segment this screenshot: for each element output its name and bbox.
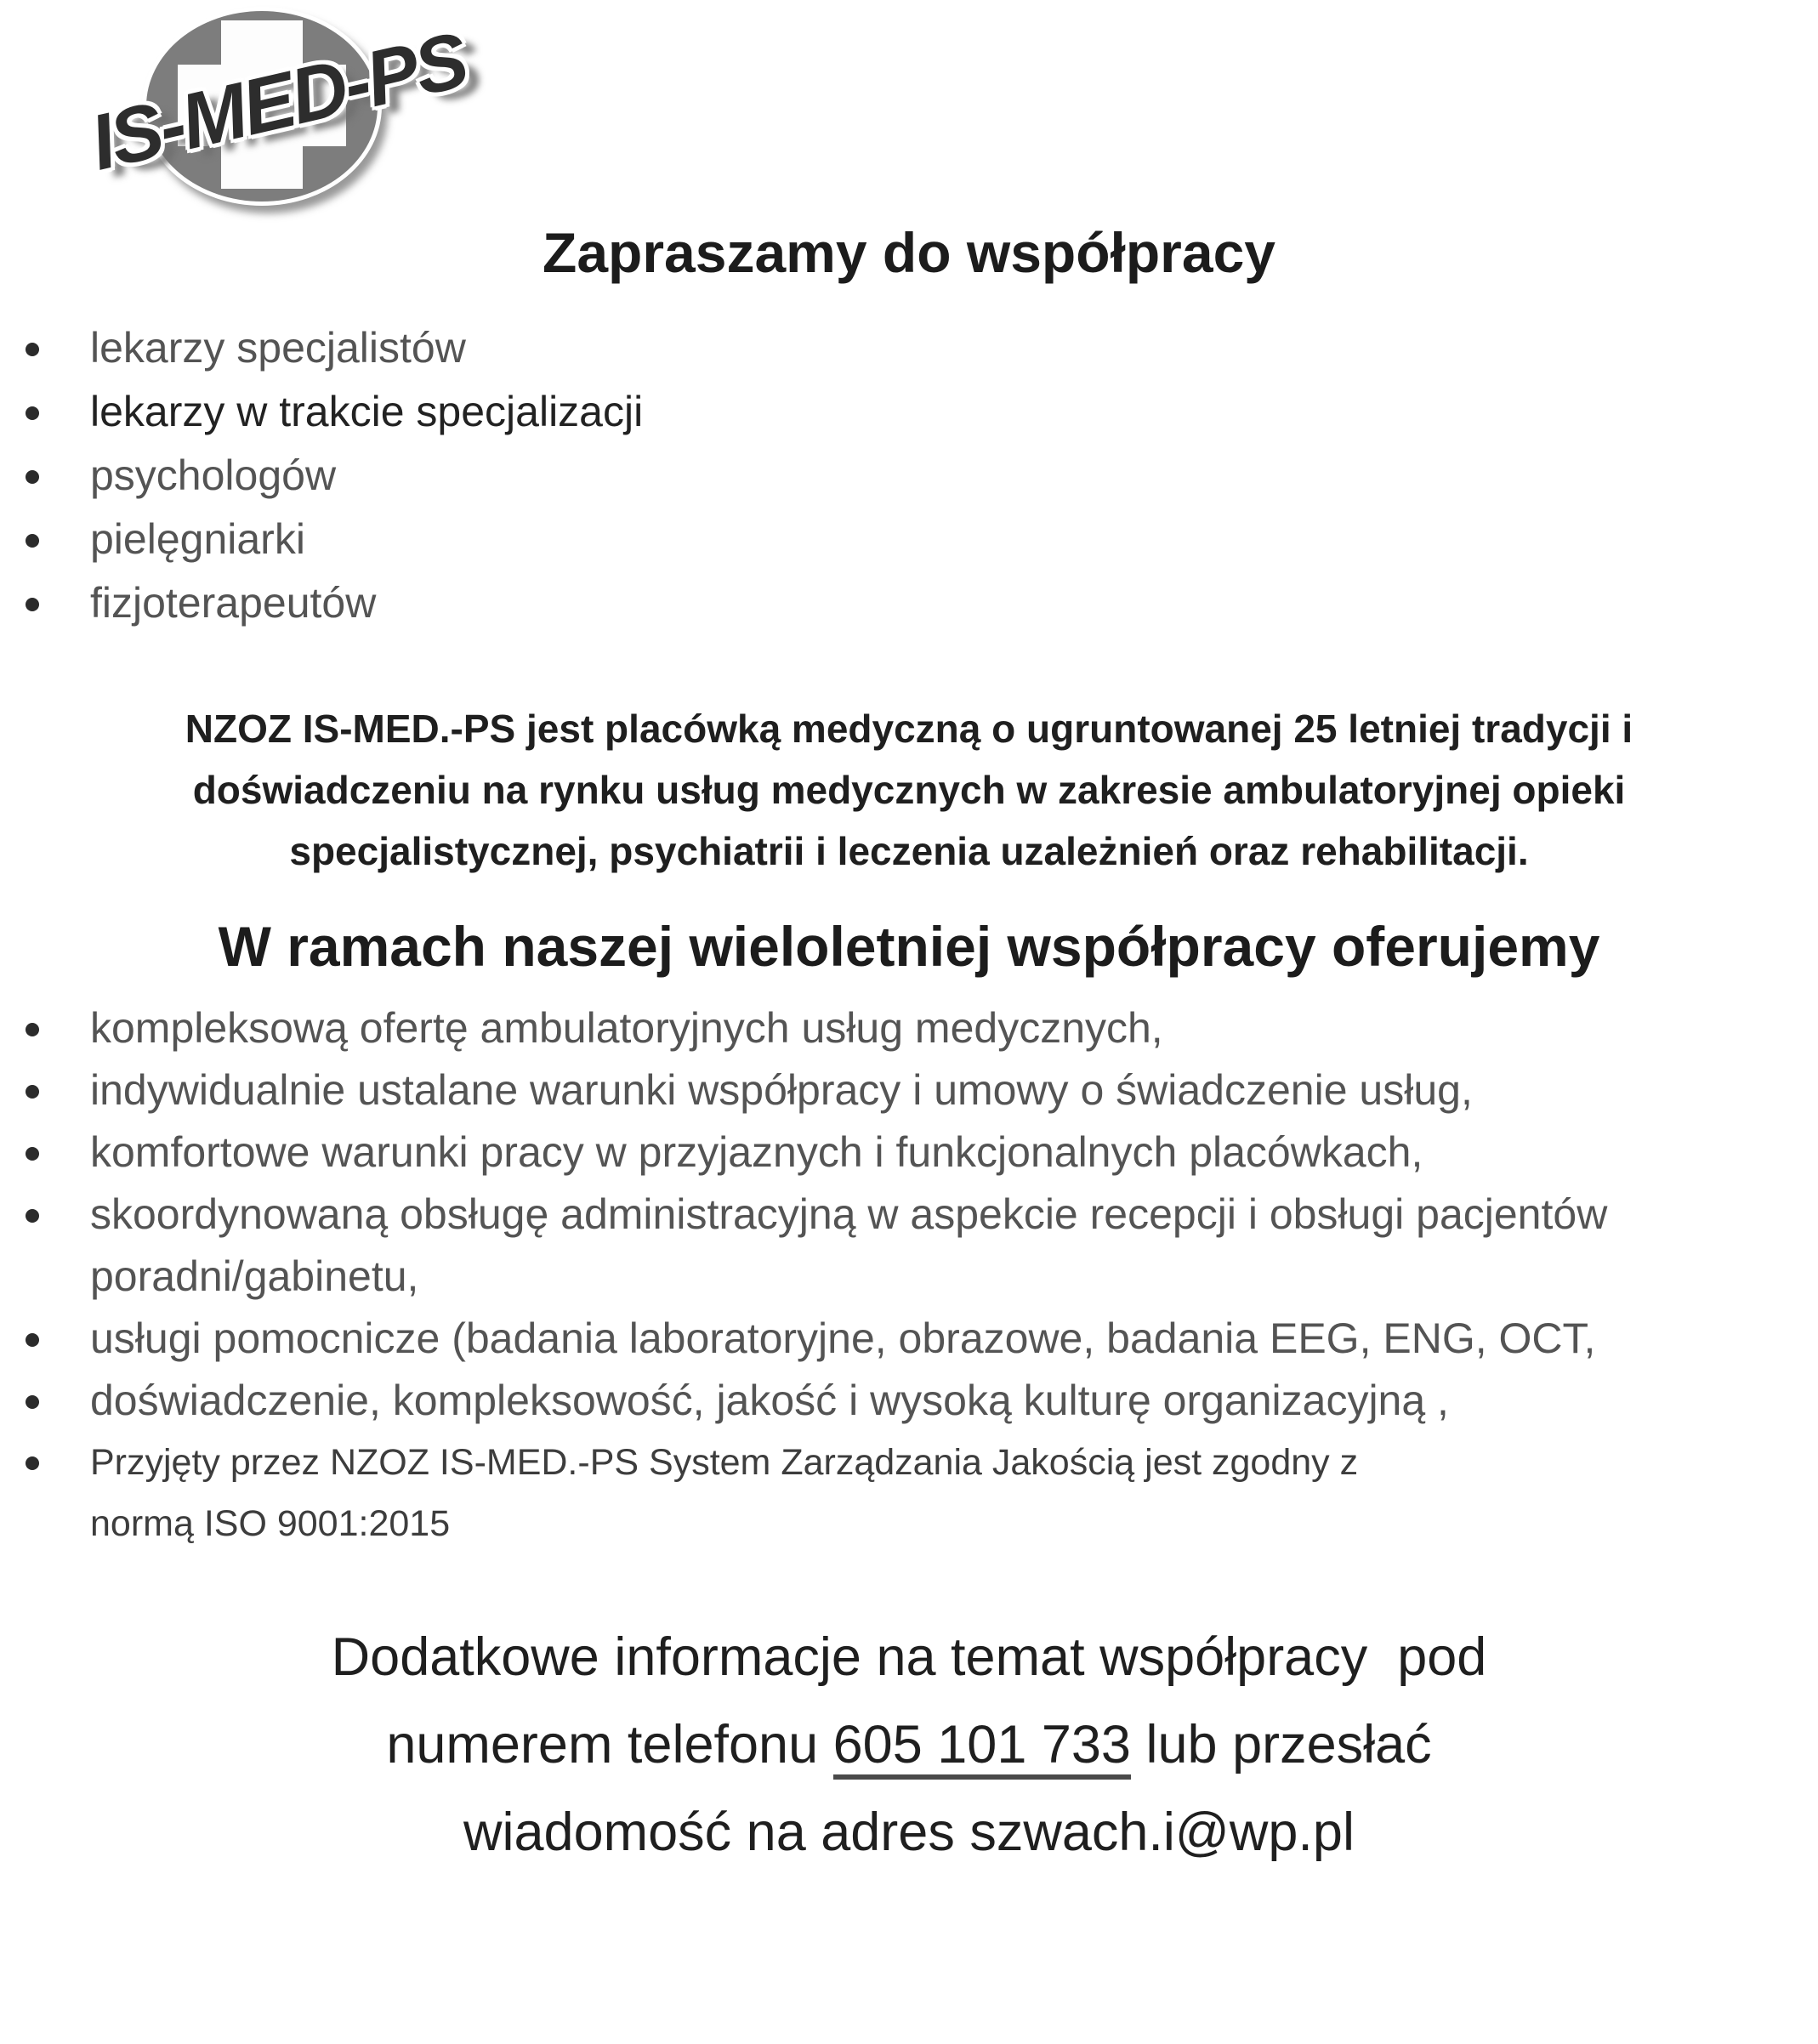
list-item-text: lekarzy specjalistów [90,324,466,372]
contact-line3-prefix: wiadomość na adres [463,1803,970,1862]
contact-line-3 [0,1789,1818,1877]
page-title: Zapraszamy do współpracy [543,221,1275,284]
list-item [26,1121,1621,1184]
contact-line-2 [0,1701,1818,1789]
bullet-icon [26,1456,39,1470]
bullet-icon [26,1395,39,1409]
contact-section [0,1614,1818,1877]
about-paragraph: NZOZ IS-MED.-PS jest placówką medyczną o ugruntowanej 25 letniej tradycji i doświadczeniu na rynku usług medycznych w zakresie ambulatoryjnej opieki specjalistycznej, psychiatrii i leczenia uzależnień oraz rehabilitacji. [185,707,1633,873]
contact-line2-suffix: lub przesłać [1130,1715,1432,1774]
list-item-text: psychologów [90,451,337,499]
list-item [26,380,1818,444]
list-item [26,997,1621,1059]
bullet-icon [26,598,39,611]
bullet-icon [26,534,39,548]
contact-line2-prefix: numerem telefonu [386,1715,833,1774]
list-item [26,316,1818,380]
list-item-text: skoordynowaną obsługę administracyjną w aspekcie recepcji i obsługi pacjentów poradni/gabinetu, [90,1190,1608,1300]
list-item-text: kompleksową ofertę ambulatoryjnych usług medycznych, [90,1004,1163,1052]
list-item-text: usługi pomocnicze (badania laboratoryjne, obrazowe, badania EEG, ENG, OCT, [90,1314,1596,1362]
list-item [26,1432,1417,1554]
list-item [26,508,1818,571]
email-text: szwach.i@wp.pl [969,1803,1355,1862]
bullet-icon [26,343,39,356]
list-item-text: lekarzy w trakcie specjalizacji [90,388,644,435]
offer-list [0,997,1818,1554]
bullet-icon [26,1085,39,1099]
logo-wordmark: IS-MED-PS [82,16,474,187]
bullet-icon [26,1147,39,1161]
list-item [26,1059,1621,1121]
header [0,0,1818,316]
contact-line-1: Dodatkowe informacje na temat współpracy pod [331,1627,1487,1687]
list-item-text: indywidualnie ustalane warunki współpracy i umowy o świadczenie usług, [90,1066,1473,1114]
offer-heading: W ramach naszej wieloletniej współpracy oferujemy [218,915,1600,978]
list-item-text: doświadczenie, kompleksowość, jakość i wysoką kulturę organizacyjną , [90,1377,1449,1424]
professions-list [0,316,1818,635]
list-item [26,1184,1621,1308]
bullet-icon [26,1209,39,1223]
list-item-text: Przyjęty przez NZOZ IS-MED.-PS System Zarządzania Jakością jest zgodny z normą ISO 9001:2015 [90,1442,1359,1544]
list-item-text: fizjoterapeutów [90,579,377,627]
bullet-icon [26,1023,39,1036]
list-item [26,571,1818,635]
bullet-icon [26,406,39,420]
phone-link[interactable]: 605 101 733 [833,1715,1131,1780]
list-item [26,444,1818,508]
bullet-icon [26,470,39,484]
list-item [26,1370,1621,1432]
list-item [26,1308,1621,1370]
list-item-text: komfortowe warunki pracy w przyjaznych i funkcjonalnych placówkach, [90,1128,1423,1176]
list-item-text: pielęgniarki [90,515,305,563]
bullet-icon [26,1333,39,1347]
ismed-logo [82,0,489,213]
